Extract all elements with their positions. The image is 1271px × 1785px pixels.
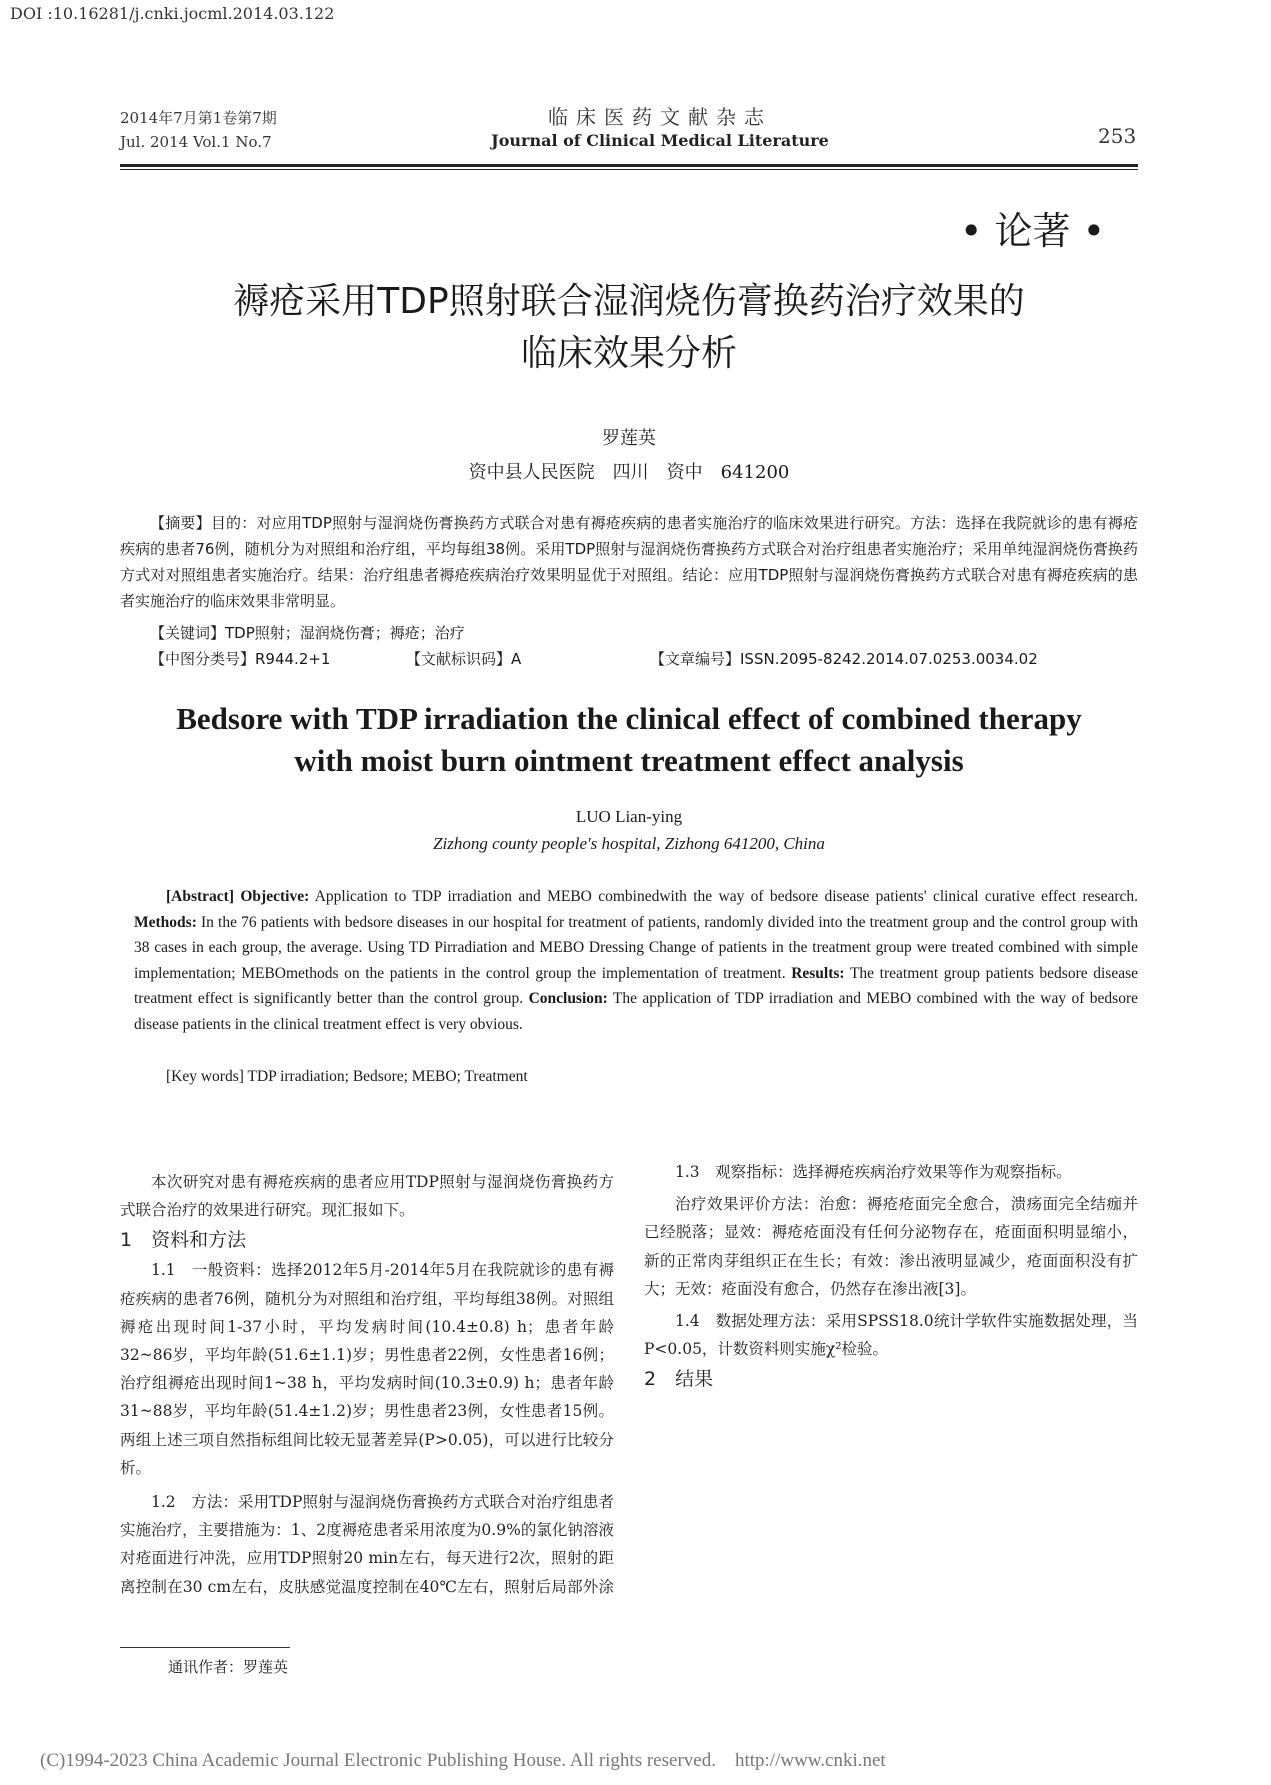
header-rule-thin (120, 169, 1138, 170)
author-en: LUO Lian-ying (575, 807, 683, 826)
page-number: 253 (1098, 124, 1137, 148)
section-2-heading: 2 结果 (644, 1368, 714, 1391)
clc-number: 【中图分类号】R944.2+1 (150, 650, 331, 668)
doi-line: DOI :10.16281/j.cnki.jocml.2014.03.122 (10, 4, 335, 23)
title-en-line2: with moist burn ointment treatment effect analysis (294, 743, 964, 778)
abstract-en (134, 884, 1138, 1037)
journal-name-cn: 临床医药文献杂志 (548, 105, 772, 129)
objective-label: Objective: (240, 888, 310, 905)
keywords-en: [Key words] TDP irradiation; Bedsore; MEBO; Treatment (166, 1068, 528, 1085)
body-column-left (120, 1168, 614, 1601)
paragraph-1-3b: 治疗效果评价方法：治愈：褥疮疮面完全愈合，溃疡面完全结痂并已经脱落；显效：褥疮疮面没有任何分泌物存在，疮面面积明显缩小，新的正常肉芽组织正在生长；有效：渗出液明显减少，疮面面积没有扩大；无效：疮面没有愈合，仍然存在渗出液[3]。 (644, 1195, 1138, 1298)
title-en (120, 698, 1138, 782)
header-rule (120, 164, 1138, 167)
affiliation-cn: 资中县人民医院 四川 资中 641200 (468, 462, 790, 483)
author-cn: 罗莲英 (602, 428, 656, 449)
section-1-heading: 1 资料和方法 (120, 1229, 247, 1252)
paragraph-1-1: 1.1 一般资料：选择2012年5月-2014年5月在我院就诊的患有褥疮疾病的患者76例，随机分为对照组和治疗组，平均每组38例。对照组褥疮出现时间1-37小时，平均发病时间(10.4±0.8) h；患者年龄32~86岁，平均年龄(51.6±1.1)岁；男性患者22例，女性患者16例；治疗组褥疮出现时间1~38 h，平均发病时间(10.3±0.9) h；患者年龄31~88岁，平均年龄(51.4±1.2)岁；男性患者23例，女性患者15例。两组上述三项自然指标组间比较无显著差异(P>0.05)，可以进行比较分析。 (120, 1261, 614, 1477)
issue-info-cn: 2014年7月第1卷第7期 (120, 109, 277, 127)
journal-name-en: Journal of Clinical Medical Literature (491, 131, 829, 150)
title-cn-line1: 褥疮采用TDP照射联合湿润烧伤膏换药治疗效果的 (233, 281, 1025, 322)
title-cn-line2: 临床效果分析 (520, 333, 737, 374)
document-code: 【文献标识码】A (406, 650, 522, 668)
results-label: Results: (791, 964, 845, 982)
paragraph-1-3: 1.3 观察指标：选择褥疮疾病治疗效果等作为观察指标。 (675, 1163, 1072, 1181)
abstract-cn: 【摘要】目的：对应用TDP照射与湿润烧伤膏换药方式联合对患有褥疮疾病的患者实施治疗的临床效果进行研究。方法：选择在我院就诊的患有褥疮疾病的患者76例，随机分为对照组和治疗组，平均每组38例。采用TDP照射与湿润烧伤膏换药方式联合对治疗组患者实施治疗；采用单纯湿润烧伤膏换药方式对对照组患者实施治疗。结果：治疗组患者褥疮疾病治疗效果明显优于对照组。结论：应用TDP照射与湿润烧伤膏换药方式联合对患有褥疮疾病的患者实施治疗的临床效果非常明显。 (120, 514, 1138, 610)
section-tag: • 论著 • (960, 209, 1105, 253)
corresponding-author-note: 通讯作者：罗莲英 (168, 1658, 289, 1676)
title-cn (120, 276, 1138, 380)
objective-text: Application to TDP irradiation and MEBO combinedwith the way of bedsore disease patients' clinical curative effect research. (314, 888, 1139, 905)
journal-name (440, 104, 880, 152)
methods-text: In the 76 patients with bedsore diseases in our hospital for treatment of patients, randomly divided into the treatment group and the control group with 38 cases in each group, the average. Using TD Pirradiation and MEBO Dressing Change of patients in the treatment group were treated combined with simple implementation; MEBOmethods on the patients in the control group the implementation of treatment. (134, 913, 1138, 982)
paragraph-1-2: 1.2 方法：采用TDP照射与湿润烧伤膏换药方式联合对治疗组患者实施治疗，主要措施为：1、2度褥疮患者采用浓度为0.9%的氯化钠溶液对疮面进行冲洗，应用TDP照射20 min左右，每天进行2次，照射的距离控制在30 cm左右，皮肤感觉温度控制在40℃左右，照射后局部外涂 (120, 1493, 614, 1596)
paragraph-1-4: 1.4 数据处理方法：采用SPSS18.0统计学软件实施数据处理，当P<0.05，计数资料则实施χ²检验。 (644, 1312, 1138, 1359)
results-text: The treatment group patients bedsore disease treatment effect is significantly better than the control group. (134, 964, 1138, 1007)
affiliation-en: Zizhong county people's hospital, Zizhong 641200, China (433, 834, 825, 853)
body-column-right (644, 1163, 1138, 1395)
conclusion-text: The application of TDP irradiation and MEBO combined with the way of bedsore disease patients in the clinical treatment effect is very obvious. (134, 990, 1138, 1033)
footnote-rule (120, 1647, 290, 1648)
intro-paragraph: 本次研究对患有褥疮疾病的患者应用TDP照射与湿润烧伤膏换药方式联合治疗的效果进行研究。现汇报如下。 (120, 1173, 614, 1220)
issue-info (120, 106, 277, 154)
abstract-label: [Abstract] (166, 888, 235, 905)
title-en-line1: Bedsore with TDP irradiation the clinical effect of combined therapy (176, 701, 1082, 736)
article-number: 【文章编号】ISSN.2095-8242.2014.07.0253.0034.02 (650, 650, 1038, 668)
methods-label: Methods: (134, 913, 197, 931)
copyright-line: (C)1994-2023 China Academic Journal Electronic Publishing House. All rights reserved. http://www.cnki.net (40, 1750, 886, 1771)
keywords-cn: 【关键词】TDP照射；湿润烧伤膏；褥疮；治疗 (150, 624, 465, 642)
issue-info-en: Jul. 2014 Vol.1 No.7 (120, 133, 272, 151)
conclusion-label: Conclusion: (528, 990, 608, 1007)
